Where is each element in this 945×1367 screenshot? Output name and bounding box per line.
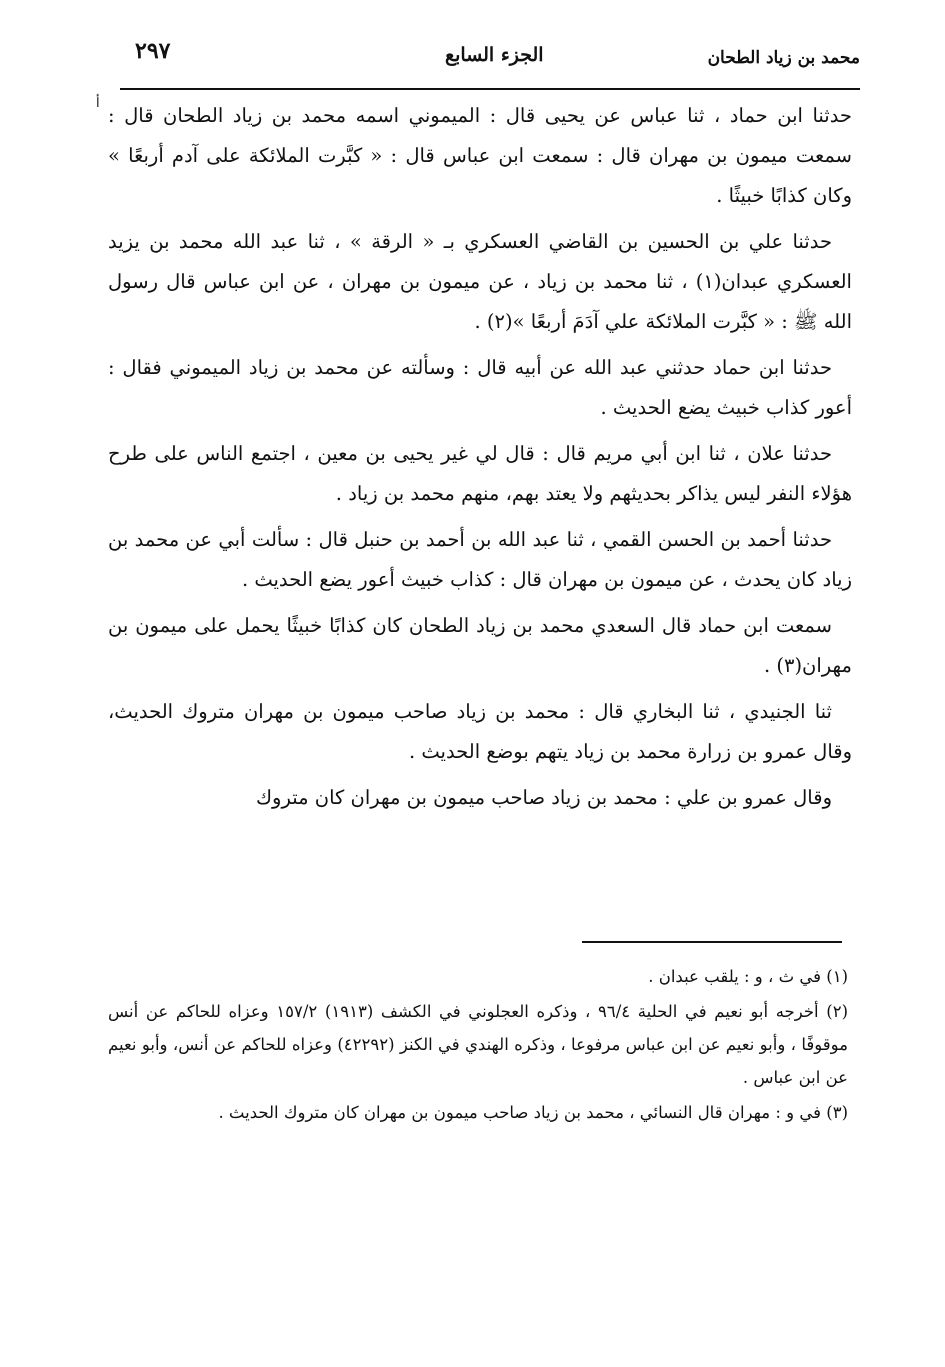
margin-mark: أ: [96, 96, 100, 111]
paragraph: حدثنا أحمد بن الحسن القمي ، ثنا عبد الله بن أحمد بن حنبل قال : سألت أبي عن محمد بن زياد كان يحدث ، عن ميمون بن مهران قال : كذاب خبيث أعور يضع الحديث .: [108, 528, 852, 591]
paragraph: حدثنا ابن حماد ، ثنا عباس عن يحيى قال : الميموني اسمه محمد بن زياد الطحان قال : سمعت ميمون بن مهران قال : سمعت ابن عباس قال : « كبَّرت الملائكة على آدم أربعًا » وكان كذابًا خبيثًا .: [108, 104, 852, 207]
volume-label: الجزء السابع: [445, 44, 544, 66]
page-number: ٢٩٧: [135, 38, 171, 64]
running-title: محمد بن زياد الطحان: [707, 48, 860, 68]
paragraph: ثنا الجنيدي ، ثنا البخاري قال : محمد بن زياد صاحب ميمون بن مهران متروك الحديث، وقال عمرو بن زرارة محمد بن زياد يتهم بوضع الحديث .: [108, 700, 852, 763]
header-rule: [120, 88, 860, 90]
footnote: (٣) في و : مهران قال النسائي ، محمد بن زياد صاحب ميمون بن مهران كان متروك الحديث .: [218, 1103, 848, 1122]
paragraph: حدثنا علان ، ثنا ابن أبي مريم قال : قال لي غير يحيى بن معين ، اجتمع الناس على طرح هؤلاء النفر ليس يذاكر بحديثهم ولا يعتد بهم، منهم محمد بن زياد .: [108, 442, 852, 505]
footnote: (٢) أخرجه أبو نعيم في الحلية ٩٦/٤ ، وذكره العجلوني في الكشف (١٩١٣) ١٥٧/٢ وعزاه للحاكم عن أنس موقوفًا ، وأبو نعيم عن ابن عباس مرفوعا ، وذكره الهندي في الكنز (٤٢٢٩٢) وعزاه للحاكم عن أنس، وأبو نعيم عن ابن عباس .: [108, 1002, 849, 1087]
paragraph: حدثنا ابن حماد حدثني عبد الله عن أبيه قال : وسألته عن محمد بن زياد الميموني فقال : أعور كذاب خبيث يضع الحديث .: [108, 356, 852, 419]
paragraph: وقال عمرو بن علي : محمد بن زياد صاحب ميمون بن مهران كان متروك: [255, 786, 832, 809]
paragraph: سمعت ابن حماد قال السعدي محمد بن زياد الطحان كان كذابًا خبيثًا يحمل على ميمون بن مهران(٣) .: [108, 614, 852, 677]
paragraph: حدثنا علي بن الحسين بن القاضي العسكري بـ « الرقة » ، ثنا عبد الله محمد بن يزيد العسكري عبدان(١) ، ثنا محمد بن زياد ، عن ميمون بن مهران ، عن ابن عباس قال رسول الله ﷺ : « كبَّرت الملائكة علي آدَمَ أربعًا »(٢) .: [108, 230, 852, 333]
footnote-rule: [582, 941, 842, 943]
footnotes: [108, 960, 848, 1131]
main-text: [108, 96, 852, 824]
footnote: (١) في ث ، و : يلقب عبدان .: [648, 967, 848, 986]
page-header: [120, 38, 860, 80]
